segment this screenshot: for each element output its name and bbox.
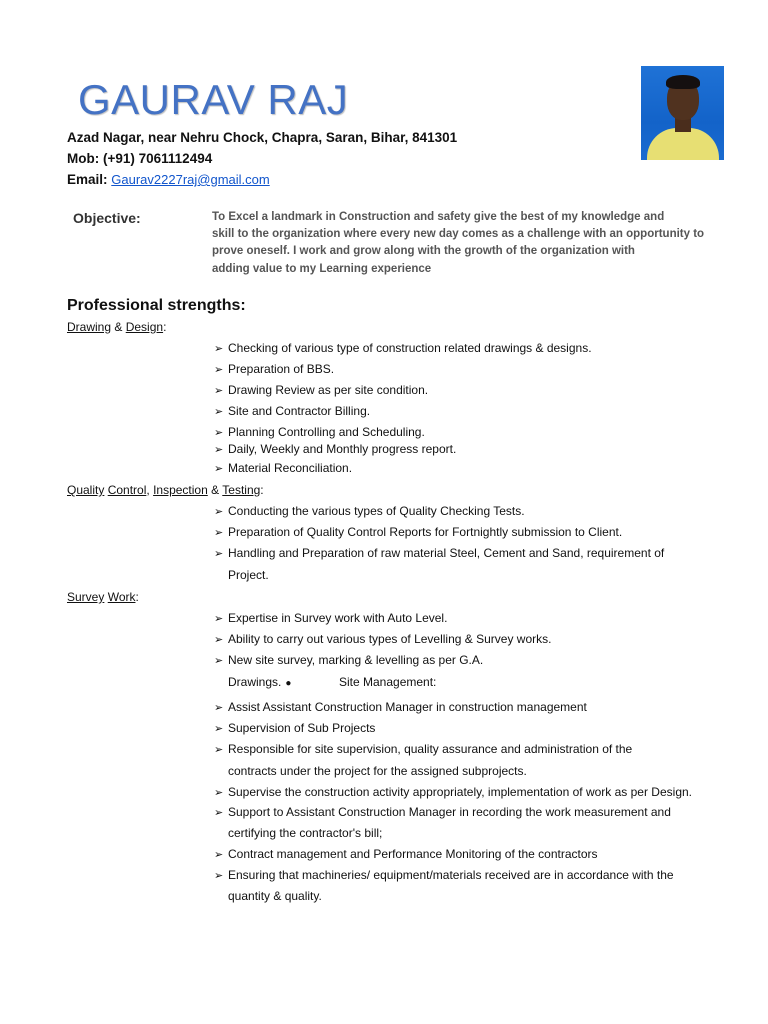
photo-hair [666,75,700,89]
list-item-continuation: Drawings. ● [228,675,292,689]
list-item: ➢ Ability to carry out various types of Levelling & Survey works. [214,632,552,646]
survey-work-heading: Survey Work: [67,590,139,604]
email-link[interactable]: Gaurav2227raj@gmail.com [111,172,270,187]
objective-line: To Excel a landmark in Construction and safety give the best of my knowledge and [212,211,665,223]
email-line [67,172,270,187]
list-item: ➢ Conducting the various types of Quality Checking Tests. [214,504,525,518]
list-item: ➢ Ensuring that machineries/ equipment/materials received are in accordance with the [214,868,674,882]
objective-label: Objective: [73,210,141,226]
list-item-continuation: contracts under the project for the assigned subprojects. [228,764,527,778]
list-item: ➢ Daily, Weekly and Monthly progress report. [214,442,457,456]
list-item: ➢ Drawing Review as per site condition. [214,383,429,397]
address: Azad Nagar, near Nehru Chock, Chapra, Saran, Bihar, 841301 [67,130,458,145]
bullet-dot-icon: ● [285,678,292,689]
candidate-name: GAURAV RAJ [78,76,349,123]
objective-line: skill to the organization where every new day comes as a challenge with an opportunity to [212,228,705,240]
photo-neck [675,118,691,132]
list-item: ➢ Support to Assistant Construction Manager in recording the work measurement and [214,805,671,819]
list-item: ➢ Supervise the construction activity appropriately, implementation of work as per Design. [214,785,692,799]
list-item: ➢ Handling and Preparation of raw material Steel, Cement and Sand, requirement of [214,546,665,560]
objective-line: adding value to my Learning experience [212,263,432,275]
email-label: Email: [67,172,108,187]
drawing-design-heading: Drawing & Design: [67,320,167,334]
list-item: ➢ Responsible for site supervision, quality assurance and administration of the [214,742,633,756]
quality-control-heading: Quality Control, Inspection & Testing: [67,483,264,497]
list-item: ➢ Checking of various type of construction related drawings & designs. [214,341,592,355]
list-item: ➢ Contract management and Performance Monitoring of the contractors [214,847,598,861]
objective-line: prove oneself. I work and grow along with the growth of the organization with [212,245,635,257]
list-item: ➢ Supervision of Sub Projects [214,721,376,735]
list-item: ➢ Site and Contractor Billing. [214,404,371,418]
mobile-number: Mob: (+91) 7061112494 [67,151,213,166]
list-item: ➢ Preparation of BBS. [214,362,335,376]
list-item: ➢ New site survey, marking & levelling as per G.A. [214,653,484,667]
strengths-heading: Professional strengths: [67,297,246,314]
list-item: ➢ Assist Assistant Construction Manager in construction management [214,700,587,714]
list-item: ➢ Planning Controlling and Scheduling. [214,425,425,439]
list-item: ➢ Preparation of Quality Control Reports for Fortnightly submission to Client. [214,525,623,539]
photo-shirt [647,128,719,160]
list-item: ➢ Expertise in Survey work with Auto Level. [214,611,448,625]
list-item-continuation: Project. [228,568,269,582]
site-management-heading: Site Management: [339,675,437,689]
list-item-continuation: quantity & quality. [228,889,322,903]
profile-photo [641,66,724,160]
list-item: ➢ Material Reconciliation. [214,461,353,475]
list-item-continuation: certifying the contractor's bill; [228,826,383,840]
